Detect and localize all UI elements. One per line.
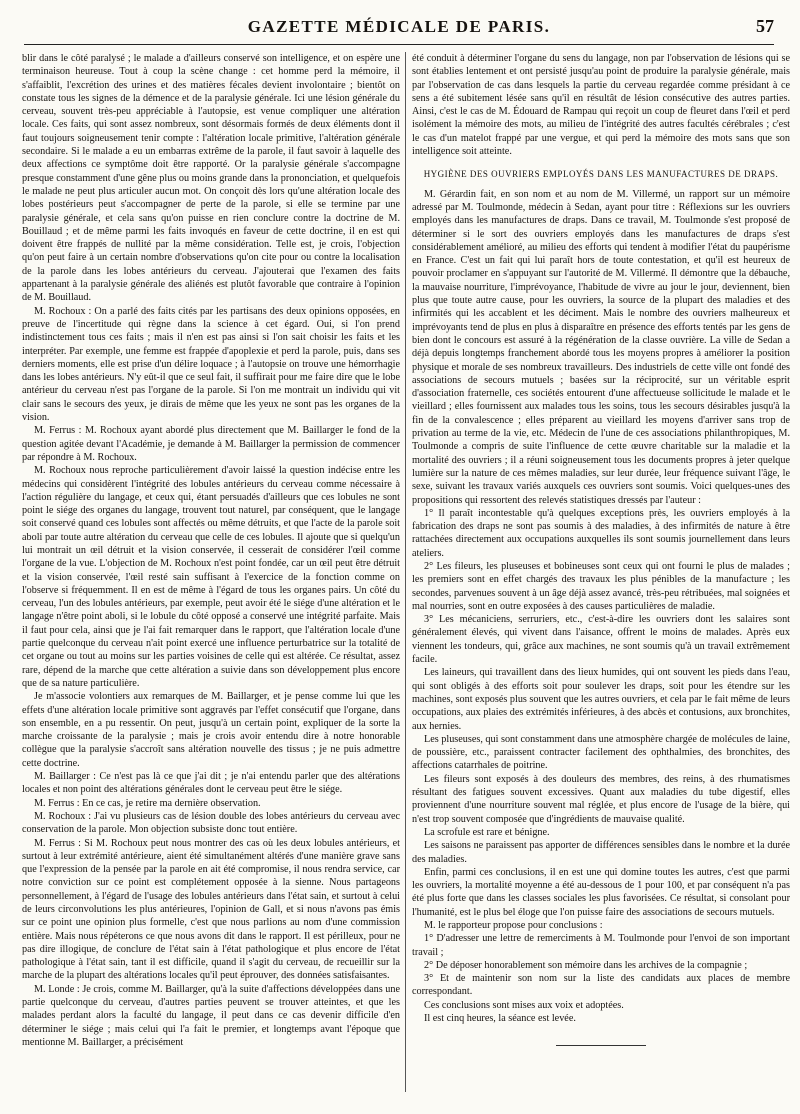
paragraph: Les laineurs, qui travaillent dans des lieux humides, qui ont souvent les pieds dans l'eau, qui sont obligés à des efforts soit pour soulever les draps, soit pour les étendre sur les machines, sont exposés plus souvent que les autres ouvriers, et cela par le fait même de leurs occupations, aux plaies des extrémités inférieures, à des abcès et contusions, aux bronchites, aux hernies. [412, 667, 790, 732]
page-number: 57 [756, 16, 774, 36]
left-column [22, 52, 400, 1102]
paragraph: été conduit à déterminer l'organe du sens du langage, non par l'observation de lésions qui se sont établies lentement et ont persisté jusqu'au point de produire la paralysie générale, mais par l'observation de cas dans lesquels la partie du cerveau regardée comme présidant à ce sens a été subitement lésée sans qu'il en résultât de lésion consécutive des autres parties. Ainsi, c'est le cas de M. Édouard de Rampau qui reçoit un coup de fleuret dans l'œil et perd isolément la mémoire des mots, au milieu de l'intégrité des autres facultés cérébrales ; c'est le cas d'un matelot frappé par une vergue, et qui perd la mémoire des mots sans que son intelligence soit atteinte. [412, 53, 790, 158]
section-heading: HYGIÈNE DES OUVRIERS EMPLOYÉS DANS LES MANUFACTURES DE DRAPS. [423, 169, 779, 180]
column-divider [405, 52, 406, 1092]
paragraph: M. Rochoux nous reproche particulièrement d'avoir laissé la question indécise entre les médecins qui considèrent l'intégrité des lobules antérieurs du cerveau comme nécessaire à l'action régulière du langage, et ceux qui, étant persuadés d'ailleurs que ces lobules ne sont point le siége des organes du langage, trouvent tout naturel, par conséquent, que le langage soit conservé quand ces lobules sont affectés ou même détruits, et que l'acte de la parole soit aboli par toute autre altération du cerveau que celle de ces lobules. Il ajoute que si quelqu'un lui montrait un œil détruit et la vision conservée, il cesserait de considérer l'œil comme l'organe de la vue. L'objection de M. Rochoux n'est point fondée, car un œil peut être détruit et la vision conservée, l'œil resté sain suffisant à l'exercice de la fonction comme on l'observe si fréquemment. Il en est de même à l'égard de tous les organes pairs. Un côté du cerveau, l'un des lobules antérieurs, par exemple, peut avoir été le siége d'une altération et le langage n'être point aboli, si le lobule du côté opposé a conservé une intégrité parfaite. Mais il faut pour cela, ainsi que je l'ai fait remarquer dans le rapport, que l'altération locale d'une partie quelconque du cerveau n'ait point exercé une influence perturbatrice sur la totalité de cet organe ou tout au moins sur les parties voisines de celle qui est altérée. Ce résultat, assez rare, dépend de la marche que cette altération a suivie dans son développement plus encore que de sa nature particulière. [22, 465, 400, 689]
paragraph: Ces conclusions sont mises aux voix et adoptées. [424, 999, 624, 1011]
paragraph: M. Rochoux : J'ai vu plusieurs cas de lésion double des lobes antérieurs du cerveau avec conservation de la parole. Mon objection subsiste donc tout entière. [22, 810, 400, 836]
paragraph: M. Ferrus : M. Rochoux ayant abordé plus directement que M. Baillarger le fond de la question agitée devant l'Académie, je demande à M. Baillarger la permission de commencer par répondre à M. Rochoux. [22, 425, 400, 463]
paragraph: blir dans le côté paralysé ; le malade a d'ailleurs conservé son intelligence, et on espère une terminaison heureuse. Tout à coup la scène change : cet homme perd la mémoire, il s'affaiblit, l'excrétion des urines et des matières fécales devient involontaire ; bientôt on constate tous les signes de la démence et de la paralysie générale. Ici une lésion générale du cerveau, souvent très-peu appréciable à l'autopsie, est venue compliquer une altération locale. Ces faits, qui sont assez nombreux, sont désormais formés de deux éléments dont il faut toujours soigneusement tenir compte : l'altération locale primitive, l'altération générale secondaire. Si le malade a eu un embarras extrême de la parole, il faut savoir à laquelle des deux affections ce symptôme doit être rapporté. Or la paralysie générale s'accompagne presque constamment d'une gêne plus ou moins grande dans la prononciation, et quelquefois le malade ne peut plus articuler aucun mot. On conçoit dès lors qu'une altération locale des lobes postérieurs peut s'accompagner de perte de la parole, si elle se termine par une paralysie générale, et cela sans qu'on puisse en rien conclure contre la doctrine de M. Bouillaud ; et de même parmi les faits invoqués en faveur de cette doctrine, il en est qui doivent être frappés de nullité par la même considération. Telle est, je crois, l'objection qu'on peut faire à un certain nombre d'observations qu'on cite pour ou contre la localisation de la parole dans les lobes antérieurs du cerveau. J'ajouterai que l'examen des faits appartenant à la paralysie générale des aliénés est plutôt favorable que contraire à l'opinion de M. Bouillaud. [22, 53, 400, 304]
paragraph: 2° De déposer honorablement son mémoire dans les archives de la compagnie ; [424, 959, 748, 971]
paragraph: Je m'associe volontiers aux remarques de M. Baillarger, et je pense comme lui que les effets d'une altération locale primitive sont aggravés par l'effet consécutif que l'organe, dans son ensemble, en a pu ressentir. On peut, jusqu'à un certain point, expliquer de la sorte la marche croissante de la paralysie ; mais je crois avoir entendu dire à notre honorable collègue que la paralysie s'accroît sans altération nouvelle des tissus ; je ne puis admettre cette doctrine. [22, 691, 400, 769]
paragraph: 1° D'adresser une lettre de remerciments à M. Toulmonde pour l'envoi de son important travail ; [412, 933, 790, 958]
page-header [24, 14, 774, 45]
paragraph: 2° Les fileurs, les pluseuses et bobineuses sont ceux qui ont fourni le plus de malades ; les premiers sont en effet chargés des travaux les plus pénibles de la manufacture ; les secondes, parvenues souvent à un âge déjà assez avancé, très-peu rétribuées, mal soignées et mal nourries, sont en outre exposées à des causes particulières de maladie. [412, 560, 790, 612]
paragraph: M. Gérardin fait, en son nom et au nom de M. Villermé, un rapport sur un mémoire adressé par M. Toulmonde, médecin à Sedan, ayant pour titre : Réflexions sur les ouvriers employés dans les manufactures de draps. Dans ce travail, M. Toulmonde s'est proposé de déterminer si le sort des ouvriers employés dans les manufactures de draps s'est considérablement amélioré, au milieu des efforts qui tendent à modifier l'état du paupérisme en France. C'est un fait qui lui paraît hors de toute contestation, et qu'il est heureux de pouvoir proclamer en s'appuyant sur l'autorité de M. Villermé. Il démontre que la débauche, la mauvaise nourriture, l'imprévoyance, l'habitude de vivre au jour le jour, deviennent, bien plus que toute autre cause, pour les ouvriers, la source de la plupart des maladies et des infirmités qui les accablent et les déciment. Mais le nombre des ouvriers malheureux et imprévoyants tend de plus en plus à disparaître en présence des efforts tentés par les gens de bien dont le concours est assuré à la régénération de la classe ouvrière. La ville de Sedan a déjà depuis longtemps franchement abordé tous les moyens propres à améliorer la position physique et morale de ses nombreux travailleurs. Des industriels de cette ville ont fondé des associations de secours mutuels ; basées sur la réciprocité, sur un véritable esprit d'association fraternelle, ces sociétés entourent d'une affectueuse sollicitude le malade et le vieillard ; elles fournissent aux malades tous les soins, tous les secours désirables jusqu'à la fin de la convalescence ; elles préparent au vieillard les moyens d'arriver sans trop de privation au terme de la vie, etc. Médecin de l'une de ces associations philanthropiques, M. Toulmonde a compris de suite l'influence de cette œuvre charitable sur la maladie et la mortalité des ouvriers ; il a réuni soigneusement tous les documents propres à jeter quelque lumière sur la nature de ces mêmes maladies, sur leur durée, leur fréquence suivant l'âge, le sexe, suivant les travaux variés auxquels ces ouvriers sont soumis. Voici quelques-unes des propositions qui ressortent des relevés statistiques dressés par l'auteur : [412, 188, 790, 506]
paragraph: M. Londe : Je crois, comme M. Baillarger, qu'à la suite d'affections développées dans une partie quelconque du cerveau, d'autres parties peuvent se trouver atteintes, et que les malades perdant alors la faculté du langage, il peut dans ce cas devenir difficile d'en déterminer le siége ; mais celui qui l'a fait le premier, et longtemps avant l'époque que mentionne M. Baillarger, a précisément [22, 983, 400, 1048]
paragraph: M. Rochoux : On a parlé des faits cités par les partisans des deux opinions opposées, en preuve de l'incertitude qui règne dans la science à cet égard. Oui, si l'on prend indistinctement tous ces faits ; mais il n'en est pas ainsi si l'on sait choisir les faits et les interpréter. Par exemple, une femme est frappée d'apoplexie et perd la parole, puis, dans ses derniers moments, elle est prise d'un délire loquace ; à l'autopsie on trouve une hémorrhagie dans les lobes antérieurs. N'y eût-il que ce seul fait, il suffirait pour me faire dire que le lobe antérieur du cerveau n'est pas l'organe de la parole. Si l'on me montrait un individu qui vit clair sans le secours des yeux, je dirais de même que les yeux ne sont pas les organes de la vision. [22, 305, 400, 424]
paragraph: M. le rapporteur propose pour conclusions : [424, 920, 603, 931]
paragraph: M. Baillarger : Ce n'est pas là ce que j'ai dit ; je n'ai entendu parler que des altérations locales et non point des altérations générales dont le cerveau peut être le siége. [22, 771, 400, 796]
paragraph: Les fileurs sont exposés à des douleurs des membres, des reins, à des rhumatismes résultant des fatigues souvent excessives. Quant aux maladies du tube digestif, elles proviennent d'une nourriture souvent mal réglée, et plus encore de l'usage de la bière, qui n'est trop souvent composée que d'ingrédients de mauvaise qualité. [412, 773, 790, 825]
paragraph: 3° Et de maintenir son nom sur la liste des candidats aux places de membre correspondant. [412, 973, 790, 998]
paragraph: La scrofule est rare et bénigne. [424, 826, 550, 838]
paragraph: M. Ferrus : En ce cas, je retire ma dernière observation. [34, 797, 261, 809]
paragraph: Il est cinq heures, la séance est levée. [424, 1013, 576, 1025]
end-rule [556, 1045, 646, 1046]
paragraph: Les pluseuses, qui sont constamment dans une atmosphère chargée de molécules de laine, de poussière, etc., paraissent contracter facilement des ophthalmies, des bronchites, des affections catarrhales de poitrine. [412, 733, 790, 772]
paragraph: 3° Les mécaniciens, serruriers, etc., c'est-à-dire les ouvriers dont les salaires sont généralement élevés, qui vivent dans l'aisance, offrent le moins de malades. Après eux viennent les tondeurs, qui, grâce aux machines, ne sont soumis qu'à un travail extrêmement facile. [412, 614, 790, 666]
paragraph: 1° Il paraît incontestable qu'à quelques exceptions près, les ouvriers employés à la fabrication des draps ne sont pas soumis à des maladies, à des infirmités de nature à être rattachées directement aux occupations auxquelles ils sont soumis journellement dans leurs ateliers. [412, 507, 790, 559]
paragraph: Enfin, parmi ces conclusions, il en est une qui domine toutes les autres, c'est que parmi les ouvriers, la mortalité moyenne a été au-dessous de 1 pour 100, et par conséquent n'a pas été plus forte que dans les classes sociales les plus favorisées. Ce résultat, si consolant pour l'humanité, est le plus bel éloge que l'on puisse faire des associations de secours mutuels. [412, 866, 790, 918]
paragraph: M. Ferrus : Si M. Rochoux peut nous montrer des cas où les deux lobules antérieurs, et surtout à leur extrémité antérieure, aient été simultanément altérés d'une manière grave sans que l'expression de la pensée par la parole en ait été compromise, il nous rendra service, car notre conviction sur ce point est complétement opposée à la sienne. Nous partageons personnellement, à l'égard de l'usage des lobules antérieurs dans l'état sain, et surtout à celui de leurs circonvolutions les plus antérieures, l'opinion de Gall, et si nous n'avons pas émis sur ce point une opinion plus formelle, c'est que nous parlions au nom d'une commission entière. Mais nous répéterons ce que nous avons dit dans le rapport. Il est périlleux, pour ne pas dire illogique, de conclure de l'état sain à l'état pathologique et plus encore de l'état pathologique à l'état sain, tant il est difficile, quand il s'agit du cerveau, de recueillir sur la marche de la plupart des altérations locales qu'il peut éprouver, des données satisfaisantes. [22, 837, 400, 982]
right-column [412, 52, 790, 1102]
paragraph: Les saisons ne paraissent pas apporter de différences sensibles dans le nombre et la durée des maladies. [412, 840, 790, 865]
running-title: GAZETTE MÉDICALE DE PARIS. [247, 17, 551, 36]
